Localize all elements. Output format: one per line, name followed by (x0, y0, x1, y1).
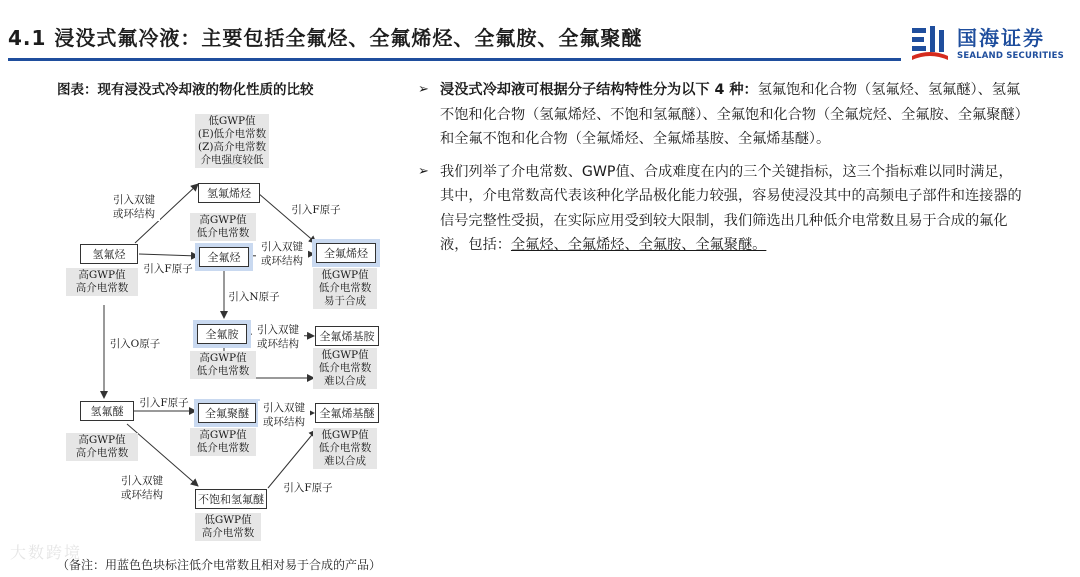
node-pfc: 全氟烃 (199, 247, 249, 267)
watermark: 大数跨境 (10, 543, 83, 562)
prop-hfc (66, 268, 138, 296)
edge-label-double-ring (252, 323, 304, 351)
prop-line: 高介电常数 (75, 282, 129, 294)
prop-pfo (313, 268, 377, 309)
prop-hfe (66, 433, 138, 461)
bullet-item (418, 78, 1023, 152)
edge-line: 或环结构 (261, 255, 303, 267)
edge-label-double-ring (258, 401, 310, 429)
prop-uhfe (195, 513, 261, 541)
edge-label-o: 引入O原子 (106, 337, 164, 351)
node-pfan: 全氟烯基胺 (315, 326, 379, 346)
prop-line: 低GWP值 (321, 269, 369, 281)
prop-pfa (190, 351, 256, 379)
bullet-body: 氢氟饱和化合物（氢氟烃、氢氟醚）、氢氟不饱和化合物（氢氟烯烃、不饱和氢氟醚）、全氟饱和化合物（全氟烷烃、全氟胺、全氟聚醚）和全氟不饱和化合物（全氟烯烃、全氟烯基胺、全氟烯基醚）。 (440, 82, 1022, 147)
node-pfpe: 全氟聚醚 (198, 403, 256, 423)
node-hfo: 氢氟烯烃 (198, 183, 260, 203)
node-pfen: 全氟烯基醚 (315, 403, 379, 423)
prop-line: 低GWP值 (321, 349, 369, 361)
bullet-item (418, 160, 1023, 258)
brand-name-cn: 国海证券 (957, 26, 1045, 50)
prop-line: 低GWP值 (208, 115, 256, 127)
bullet-arrow-icon: ➢ (418, 82, 429, 97)
edge-line: 引入双键 (257, 324, 299, 336)
edge-label-double-ring (116, 474, 168, 502)
edge-label-f: 引入F原子 (291, 204, 341, 216)
bullet-body: 我们列举了介电常数、GWP值、合成难度在内的三个关键指标，这三个指标难以同时满足，其中，介电常数高代表该种化学品极化能力较强，容易使浸没其中的高频电子部件和连接器的信号完整性受损，在实际应用受到较大限制，我们筛选出几种低介电常数且易于合成的氟化液，包括： (440, 163, 1022, 253)
prop-line: 低介电常数 (196, 227, 250, 239)
edge-line: 或环结构 (257, 338, 299, 350)
figure-note: （备注：用蓝色色块标注低介电常数且相对易于合成的产品） (57, 558, 382, 572)
brand-name-en: SEALAND SECURITIES (957, 51, 1064, 61)
node-hfe: 氢氟醚 (80, 401, 134, 421)
bullet-lead: 浸没式冷却液可根据分子结构特性分为以下 4 种： (440, 82, 758, 98)
edge-line: 或环结构 (121, 489, 163, 501)
prop-line: 低GWP值 (321, 429, 369, 441)
bullet-arrow-icon: ➢ (418, 163, 429, 179)
prop-line: 低介电常数 (196, 365, 250, 377)
prop-line: (E)低介电常数 (197, 128, 267, 140)
prop-hfo (195, 114, 269, 168)
prop-line: 低GWP值 (204, 514, 252, 526)
prop-line: 低介电常数 (318, 282, 372, 294)
edge-line: 引入双键 (263, 402, 305, 414)
prop-pfpe (190, 428, 256, 456)
edge-line: 引入双键 (113, 194, 155, 206)
figure-title: 图表：现有浸没式冷却液的物化性质的比较 (57, 82, 314, 98)
prop-line: 难以合成 (324, 455, 366, 467)
node-uhfe: 不饱和氢氟醚 (195, 489, 267, 509)
prop-line: 高GWP值 (78, 434, 126, 446)
prop-line: 高介电常数 (201, 527, 255, 539)
edge-label-n: 引入N原子 (225, 290, 283, 304)
prop-line: 高GWP值 (199, 429, 247, 441)
edge-label-f: 引入F原子 (143, 263, 193, 275)
prop-pfen (313, 428, 377, 469)
bullet-underlined: 全氟烃、全氟烯烃、全氟胺、全氟聚醚。 (510, 237, 767, 253)
edge-label-f: 引入F原子 (139, 397, 189, 409)
page-title: 4.1 浸没式氟冷液：主要包括全氟烃、全氟烯烃、全氟胺、全氟聚醚 (8, 26, 643, 50)
node-hfc: 氢氟烃 (80, 244, 138, 264)
prop-pfan (313, 348, 377, 389)
edge-label-f: 引入F原子 (283, 482, 333, 494)
prop-line: 高GWP值 (199, 214, 247, 226)
prop-line: 高GWP值 (78, 269, 126, 281)
prop-line: 难以合成 (324, 375, 366, 387)
prop-line: 高GWP值 (199, 352, 247, 364)
edge-label-double-ring (256, 240, 308, 268)
prop-pfc (190, 213, 256, 241)
edge-line: 或环结构 (113, 208, 155, 220)
prop-line: 低介电常数 (318, 362, 372, 374)
edge-line: 引入双键 (121, 475, 163, 487)
edge-line: 或环结构 (263, 416, 305, 428)
bullet-list (418, 78, 1023, 266)
edge-line: 引入双键 (261, 241, 303, 253)
prop-line: 易于合成 (324, 295, 366, 307)
prop-line: (Z)高介电常数 (198, 141, 266, 153)
node-pfo: 全氟烯烃 (316, 243, 376, 263)
prop-line: 介电强度较低 (200, 154, 264, 166)
prop-line: 高介电常数 (75, 447, 129, 459)
node-pfa: 全氟胺 (197, 324, 247, 344)
prop-line: 低介电常数 (196, 442, 250, 454)
edge-label-double-ring (108, 193, 160, 221)
prop-line: 低介电常数 (318, 442, 372, 454)
